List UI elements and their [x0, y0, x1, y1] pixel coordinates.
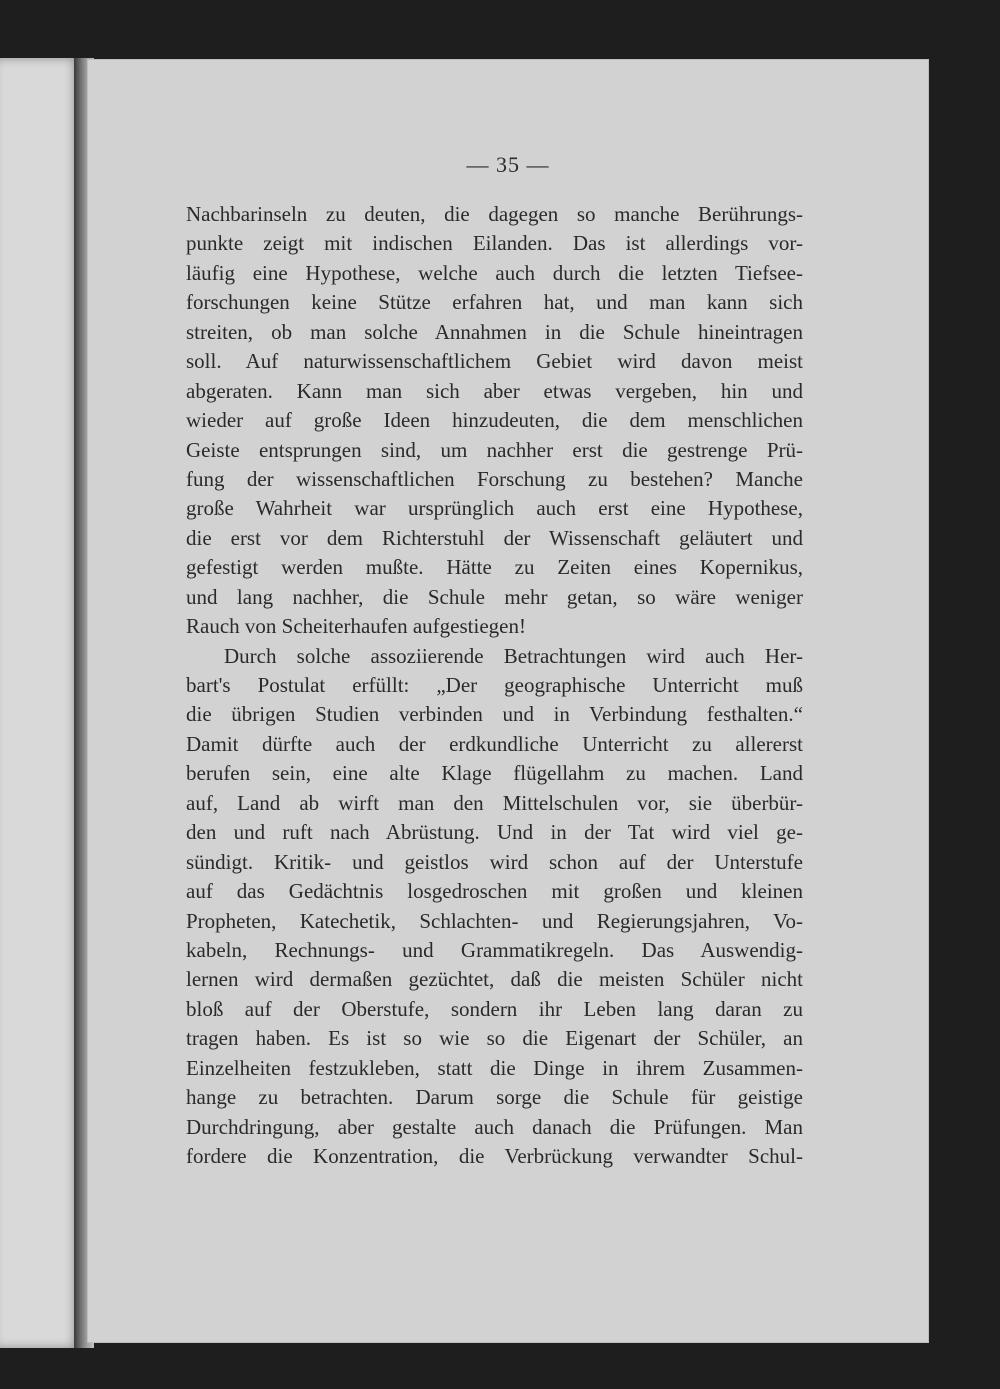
text-line: fordere die Konzentration, die Verbrückung verwandter Schul- [186, 1144, 803, 1168]
page-number: — 35 — [466, 152, 550, 177]
text-line: lernen wird dermaßen gezüchtet, daß die meisten Schüler nicht [186, 967, 803, 992]
text-line: sündigt. Kritik- und geistlos wird schon auf der Unterstufe [186, 849, 803, 874]
text-line: bloß auf der Oberstufe, sondern ihr Leben lang daran zu [186, 996, 803, 1021]
text-line: Rauch von Scheiterhaufen aufgestiegen! [186, 614, 526, 639]
text-line: kabeln, Rechnungs- und Grammatikregeln. Das Auswendig- [186, 937, 803, 962]
text-line: Einzelheiten festzukleben, statt die Dinge in ihrem Zusammen- [186, 1055, 803, 1080]
text-line: große Wahrheit war ursprünglich auch erst eine Hypothese, [186, 496, 803, 521]
text-line: wieder auf große Ideen hinzudeuten, die dem menschlichen [186, 408, 803, 433]
text-line: gefestigt werden mußte. Hätte zu Zeiten eines Kopernikus, [186, 555, 803, 580]
text-line: berufen sein, eine alte Klage flügellahm zu machen. Land [186, 761, 803, 786]
text-line: und lang nachher, die Schule mehr getan, so wäre weniger [186, 584, 803, 609]
body-text [186, 200, 803, 1171]
text-line: läufig eine Hypothese, welche auch durch die letzten Tiefsee- [186, 260, 803, 285]
text-line: Durch solche assoziierende Betrachtungen wird auch Her- [224, 643, 803, 668]
text-line: soll. Auf naturwissenschaftlichem Gebiet wird davon meist [186, 349, 803, 374]
text-line: auf das Gedächtnis losgedroschen mit großen und kleinen [186, 879, 803, 904]
text-line: hange zu betrachten. Darum sorge die Schule für geistige [186, 1085, 803, 1110]
text-line: Nachbarinseln zu deuten, die dagegen so manche Berührungs- [186, 202, 803, 226]
text-line: die erst vor dem Richterstuhl der Wissenschaft geläutert und [186, 525, 803, 550]
text-line: auf, Land ab wirft man den Mittelschulen vor, sie überbür- [186, 790, 803, 815]
text-line: tragen haben. Es ist so wie so die Eigenart der Schüler, an [186, 1026, 803, 1051]
text-line: abgeraten. Kann man sich aber etwas vergeben, hin und [186, 378, 803, 403]
text-line: Damit dürfte auch der erdkundliche Unterricht zu allererst [186, 731, 803, 756]
text-line: bart's Postulat erfüllt: „Der geographische Unterricht muß [186, 673, 803, 697]
text-line: Geiste entsprungen sind, um nachher erst die gestrenge Prü- [186, 437, 803, 462]
text-line: Durchdringung, aber gestalte auch danach die Prüfungen. Man [186, 1114, 803, 1139]
text-line: fung der wissenschaftlichen Forschung zu bestehen? Manche [186, 466, 803, 491]
book-page [88, 60, 928, 1342]
text-line: die übrigen Studien verbinden und in Verbindung festhalten.“ [186, 702, 803, 727]
text-line: Propheten, Katechetik, Schlachten- und Regierungsjahren, Vo- [186, 908, 803, 933]
left-page-edge [0, 58, 80, 1348]
text-line: den und ruft nach Abrüstung. Und in der Tat wird viel ge- [186, 820, 803, 845]
text-line: punkte zeigt mit indischen Eilanden. Das ist allerdings vor- [186, 231, 803, 256]
text-line: forschungen keine Stütze erfahren hat, und man kann sich [186, 290, 803, 315]
text-line: streiten, ob man solche Annahmen in die Schule hineintragen [186, 319, 803, 344]
